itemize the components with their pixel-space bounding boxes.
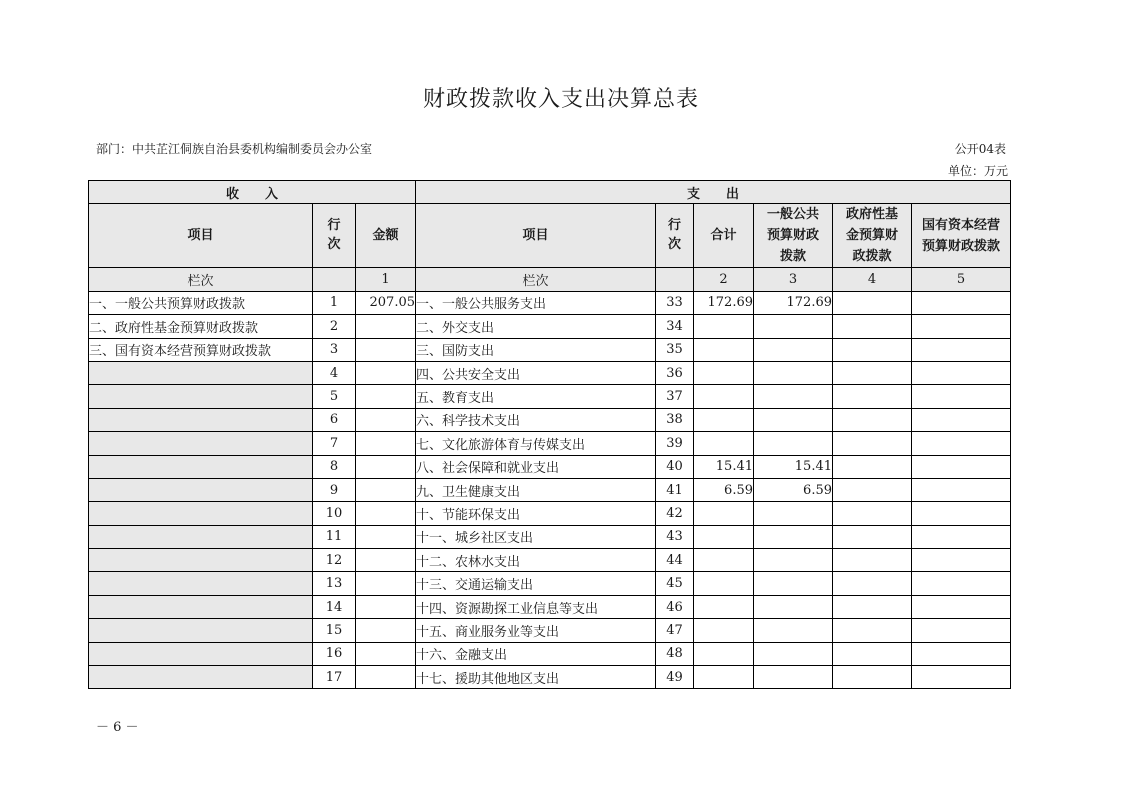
total-cell: 172.69 (694, 291, 754, 314)
state-capital-cell (912, 315, 1011, 338)
income-amount-cell (356, 525, 416, 548)
income-item-cell (89, 666, 313, 689)
expense-section-header: 支 出 (416, 181, 1011, 204)
expense-row-header-text: 行次 (667, 218, 681, 253)
income-row-cell: 15 (313, 619, 356, 642)
income-amount-cell (356, 432, 416, 455)
income-item-cell: 二、政府性基金预算财政拨款 (89, 315, 313, 338)
expense-row-cell: 36 (656, 361, 694, 384)
total-cell (694, 619, 754, 642)
state-capital-cell (912, 291, 1011, 314)
table-row (89, 478, 1011, 501)
expense-row-cell: 37 (656, 385, 694, 408)
expense-row-cell: 39 (656, 432, 694, 455)
income-item-cell (89, 572, 313, 595)
income-row-cell: 5 (313, 385, 356, 408)
income-row-cell: 14 (313, 595, 356, 618)
income-item-header: 项目 (89, 204, 313, 268)
expense-row-cell: 34 (656, 315, 694, 338)
table-row (89, 666, 1011, 689)
table-row (89, 338, 1011, 361)
income-section-header: 收 入 (89, 181, 416, 204)
income-item-cell (89, 549, 313, 572)
income-amount-cell (356, 338, 416, 361)
page-title: 财政拨款收入支出决算总表 (422, 87, 699, 112)
income-row-index-cell (313, 268, 356, 291)
state-capital-header (912, 204, 1011, 268)
income-row-cell: 1 (313, 291, 356, 314)
state-capital-cell (912, 478, 1011, 501)
income-amount-cell (356, 315, 416, 338)
table-row (89, 642, 1011, 665)
state-capital-cell (912, 502, 1011, 525)
table-row (89, 549, 1011, 572)
general-budget-cell: 172.69 (754, 291, 833, 314)
table-row (89, 595, 1011, 618)
income-item-cell (89, 595, 313, 618)
income-amount-cell (356, 502, 416, 525)
total-cell (694, 595, 754, 618)
state-capital-cell (912, 619, 1011, 642)
income-amount-cell (356, 549, 416, 572)
income-amount-cell (356, 619, 416, 642)
income-item-cell (89, 525, 313, 548)
expense-item-cell: 八、社会保障和就业支出 (416, 455, 656, 478)
expense-row-cell: 41 (656, 478, 694, 501)
expense-item-cell: 十七、援助其他地区支出 (416, 666, 656, 689)
expense-item-cell: 十一、城乡社区支出 (416, 525, 656, 548)
total-cell (694, 338, 754, 361)
index-row (89, 268, 1011, 291)
table-row (89, 385, 1011, 408)
expense-row-cell: 47 (656, 619, 694, 642)
gov-fund-cell (833, 572, 912, 595)
income-index-label: 栏次 (89, 268, 313, 291)
expense-index-label: 栏次 (416, 268, 656, 291)
income-amount-cell (356, 642, 416, 665)
income-amount-cell (356, 408, 416, 431)
gov-fund-cell (833, 619, 912, 642)
income-item-cell (89, 455, 313, 478)
general-budget-cell (754, 549, 833, 572)
table-row (89, 455, 1011, 478)
gov-fund-cell (833, 315, 912, 338)
expense-row-index-cell (656, 268, 694, 291)
gov-fund-header-text: 政府性基金预算财政拨款 (845, 207, 898, 265)
income-amount-cell (356, 572, 416, 595)
total-cell (694, 315, 754, 338)
expense-row-cell: 44 (656, 549, 694, 572)
state-capital-cell (912, 666, 1011, 689)
state-capital-cell (912, 549, 1011, 572)
page-number: － 6 － (96, 720, 139, 735)
gov-fund-cell (833, 338, 912, 361)
income-row-cell: 9 (313, 478, 356, 501)
table-row (89, 408, 1011, 431)
state-capital-cell (912, 361, 1011, 384)
total-cell (694, 502, 754, 525)
income-row-cell: 11 (313, 525, 356, 548)
col-index-2: 2 (694, 268, 754, 291)
expense-row-cell: 43 (656, 525, 694, 548)
income-item-cell (89, 361, 313, 384)
gov-fund-cell (833, 432, 912, 455)
total-cell (694, 525, 754, 548)
general-budget-header-text: 一般公共预算财政拨款 (766, 207, 819, 265)
general-budget-cell (754, 572, 833, 595)
col-index-4: 4 (833, 268, 912, 291)
state-capital-cell (912, 572, 1011, 595)
state-capital-cell (912, 642, 1011, 665)
general-budget-cell (754, 619, 833, 642)
total-header: 合计 (694, 204, 754, 268)
gov-fund-cell (833, 525, 912, 548)
income-item-cell (89, 642, 313, 665)
expense-item-cell: 十、节能环保支出 (416, 502, 656, 525)
col-index-5: 5 (912, 268, 1011, 291)
income-item-cell (89, 619, 313, 642)
state-capital-cell (912, 525, 1011, 548)
unit-label: 单位：万元 (947, 164, 1008, 178)
table-row (89, 315, 1011, 338)
general-budget-cell (754, 338, 833, 361)
income-amount-cell (356, 595, 416, 618)
income-amount-cell (356, 385, 416, 408)
table-row (89, 361, 1011, 384)
table-row (89, 619, 1011, 642)
gov-fund-cell (833, 595, 912, 618)
income-row-cell: 3 (313, 338, 356, 361)
income-row-cell: 16 (313, 642, 356, 665)
expense-row-cell: 35 (656, 338, 694, 361)
expense-item-cell: 一、一般公共服务支出 (416, 291, 656, 314)
total-cell: 15.41 (694, 455, 754, 478)
state-capital-header-text: 国有资本经营预算财政拨款 (922, 217, 1001, 254)
income-amount-cell (356, 666, 416, 689)
income-amount-cell (356, 478, 416, 501)
income-row-cell: 4 (313, 361, 356, 384)
expense-item-cell: 十三、交通运输支出 (416, 572, 656, 595)
expense-row-cell: 48 (656, 642, 694, 665)
income-row-cell: 17 (313, 666, 356, 689)
general-budget-cell (754, 385, 833, 408)
income-item-cell (89, 478, 313, 501)
income-item-cell (89, 408, 313, 431)
income-row-cell: 12 (313, 549, 356, 572)
total-cell (694, 642, 754, 665)
column-header-row (89, 204, 1011, 268)
income-row-cell: 8 (313, 455, 356, 478)
expense-row-cell: 38 (656, 408, 694, 431)
expense-item-cell: 十六、金融支出 (416, 642, 656, 665)
income-row-cell: 2 (313, 315, 356, 338)
expense-item-cell: 三、国防支出 (416, 338, 656, 361)
expense-row-header (656, 204, 694, 268)
general-budget-cell (754, 408, 833, 431)
section-header-row (89, 181, 1011, 204)
income-row-cell: 6 (313, 408, 356, 431)
expense-row-cell: 45 (656, 572, 694, 595)
table-row (89, 291, 1011, 314)
gov-fund-cell (833, 549, 912, 572)
gov-fund-cell (833, 385, 912, 408)
income-amount-cell (356, 455, 416, 478)
expense-item-header: 项目 (416, 204, 656, 268)
state-capital-cell (912, 385, 1011, 408)
expense-row-cell: 42 (656, 502, 694, 525)
gov-fund-cell (833, 478, 912, 501)
total-cell (694, 432, 754, 455)
gov-fund-cell (833, 408, 912, 431)
gov-fund-header (833, 204, 912, 268)
income-item-cell: 一、一般公共预算财政拨款 (89, 291, 313, 314)
total-cell (694, 408, 754, 431)
gov-fund-cell (833, 642, 912, 665)
col-index-3: 3 (754, 268, 833, 291)
table-row (89, 525, 1011, 548)
general-budget-cell (754, 315, 833, 338)
expense-row-cell: 40 (656, 455, 694, 478)
income-row-header-text: 行次 (327, 218, 341, 253)
gov-fund-cell (833, 361, 912, 384)
state-capital-cell (912, 408, 1011, 431)
expense-item-cell: 十五、商业服务业等支出 (416, 619, 656, 642)
income-row-cell: 10 (313, 502, 356, 525)
general-budget-cell: 6.59 (754, 478, 833, 501)
income-row-cell: 13 (313, 572, 356, 595)
expense-item-cell: 九、卫生健康支出 (416, 478, 656, 501)
general-budget-cell (754, 666, 833, 689)
income-row-header (313, 204, 356, 268)
general-budget-cell (754, 502, 833, 525)
budget-table (88, 180, 1011, 689)
table-row (89, 502, 1011, 525)
income-row-cell: 7 (313, 432, 356, 455)
form-number: 公开04表 (954, 142, 1006, 156)
total-cell (694, 385, 754, 408)
total-cell (694, 549, 754, 572)
general-budget-cell (754, 642, 833, 665)
state-capital-cell (912, 595, 1011, 618)
income-item-cell (89, 502, 313, 525)
gov-fund-cell (833, 291, 912, 314)
expense-item-cell: 十二、农林水支出 (416, 549, 656, 572)
gov-fund-cell (833, 455, 912, 478)
general-budget-header (754, 204, 833, 268)
general-budget-cell (754, 432, 833, 455)
expense-row-cell: 49 (656, 666, 694, 689)
income-amount-cell (356, 361, 416, 384)
expense-row-cell: 46 (656, 595, 694, 618)
income-item-cell (89, 432, 313, 455)
table-row (89, 432, 1011, 455)
state-capital-cell (912, 432, 1011, 455)
state-capital-cell (912, 455, 1011, 478)
income-amount-header: 金额 (356, 204, 416, 268)
income-item-cell (89, 385, 313, 408)
expense-item-cell: 四、公共安全支出 (416, 361, 656, 384)
expense-item-cell: 二、外交支出 (416, 315, 656, 338)
total-cell (694, 361, 754, 384)
expense-item-cell: 十四、资源勘探工业信息等支出 (416, 595, 656, 618)
table-row (89, 572, 1011, 595)
income-item-cell: 三、国有资本经营预算财政拨款 (89, 338, 313, 361)
expense-row-cell: 33 (656, 291, 694, 314)
total-cell (694, 666, 754, 689)
total-cell (694, 572, 754, 595)
expense-item-cell: 六、科学技术支出 (416, 408, 656, 431)
general-budget-cell (754, 595, 833, 618)
income-amount-cell: 207.05 (356, 291, 416, 314)
state-capital-cell (912, 338, 1011, 361)
expense-item-cell: 五、教育支出 (416, 385, 656, 408)
expense-item-cell: 七、文化旅游体育与传媒支出 (416, 432, 656, 455)
general-budget-cell (754, 525, 833, 548)
gov-fund-cell (833, 502, 912, 525)
general-budget-cell (754, 361, 833, 384)
gov-fund-cell (833, 666, 912, 689)
total-cell: 6.59 (694, 478, 754, 501)
income-col-index: 1 (356, 268, 416, 291)
general-budget-cell: 15.41 (754, 455, 833, 478)
department-label: 部门：中共芷江侗族自治县委机构编制委员会办公室 (96, 142, 373, 156)
